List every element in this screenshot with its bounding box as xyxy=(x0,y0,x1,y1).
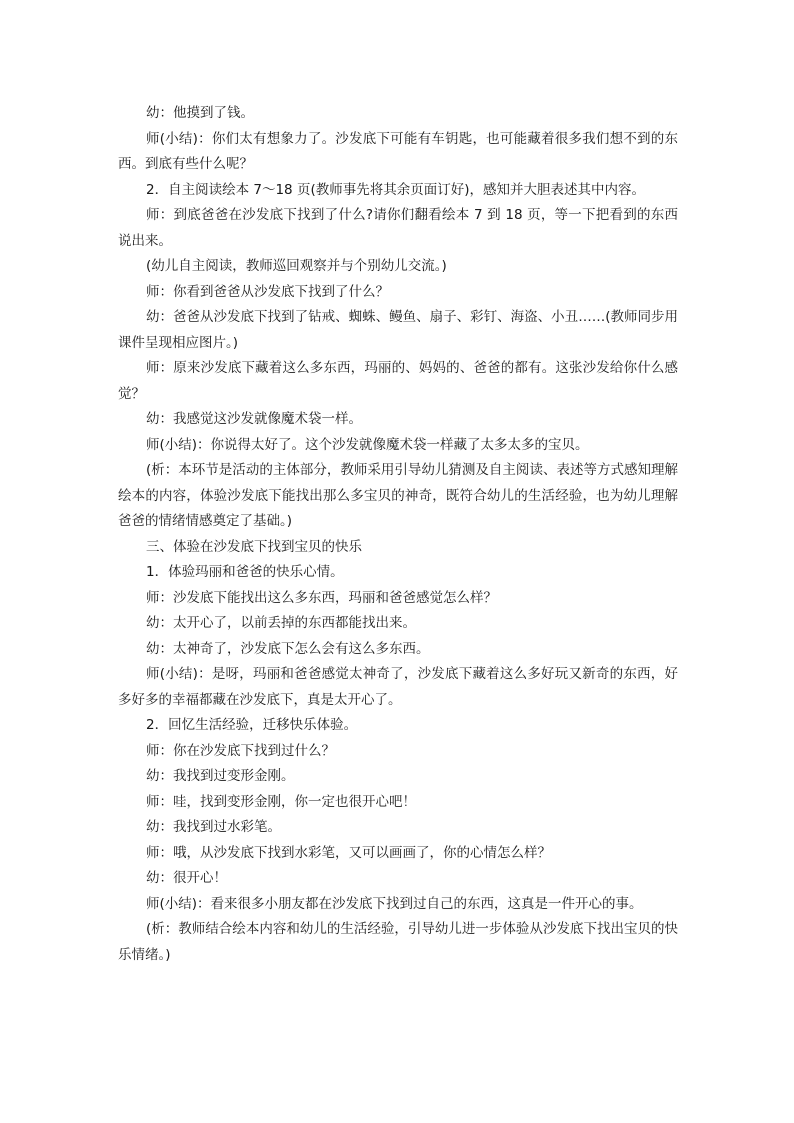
paragraph: 师：到底爸爸在沙发底下找到了什么?请你们翻看绘本 7 到 18 页，等一下把看到的东西说出来。 xyxy=(118,207,678,249)
paragraph: 师(小结)：是呀，玛丽和爸爸感觉太神奇了，沙发底下藏着这么多好玩又新奇的东西，好多好多的幸福都藏在沙发底下，真是太开心了。 xyxy=(118,666,678,708)
paragraph: 师：沙发底下能找出这么多东西，玛丽和爸爸感觉怎么样？ xyxy=(146,589,497,606)
paragraph: 幼：我感觉这沙发就像魔术袋一样。 xyxy=(146,411,362,427)
paragraph: 幼：我找到过水彩笔。 xyxy=(146,819,281,835)
paragraph: 师(小结)：你们太有想象力了。沙发底下可能有车钥匙，也可能藏着很多我们想不到的东西。到底有些什么呢？ xyxy=(118,130,678,172)
paragraph: 幼：太神奇了，沙发底下怎么会有这么多东西。 xyxy=(146,640,430,657)
document-body xyxy=(118,101,678,968)
paragraph: (析：本环节是活动的主体部分，教师采用引导幼儿猜测及自主阅读、表述等方式感知理解绘本的内容，体验沙发底下能找出那么多宝贝的神奇，既符合幼儿的生活经验，也为幼儿理解爸爸的情绪情感奠定了基础。) xyxy=(118,462,678,529)
paragraph: 幼：太开心了，以前丢掉的东西都能找出来。 xyxy=(146,615,416,631)
paragraph: 幼：爸爸从沙发底下找到了钻戒、蜘蛛、鳗鱼、扇子、彩钉、海盗、小丑……(教师同步用课件呈现相应图片。) xyxy=(118,309,678,351)
paragraph: 幼：很开心！ xyxy=(146,870,227,886)
paragraph: 师(小结)：看来很多小朋友都在沙发底下找到过自己的东西，这真是一件开心的事。 xyxy=(146,895,643,912)
paragraph: 师：原来沙发底下藏着这么多东西，玛丽的、妈妈的、爸爸的都有。这张沙发给你什么感觉？ xyxy=(118,360,678,402)
paragraph: 师：哦，从沙发底下找到水彩笔，又可以画画了，你的心情怎么样？ xyxy=(146,844,551,861)
paragraph: 2．回忆生活经验，迁移快乐体验。 xyxy=(146,717,358,733)
paragraph: 幼：我找到过变形金刚。 xyxy=(146,768,295,784)
paragraph: 幼：他摸到了钱。 xyxy=(146,105,254,121)
paragraph: 1．体验玛丽和爸爸的快乐心情。 xyxy=(146,564,344,580)
paragraph: (析：教师结合绘本内容和幼儿的生活经验，引导幼儿进一步体验从沙发底下找出宝贝的快乐情绪。) xyxy=(118,921,678,963)
section-heading: 三、体验在沙发底下找到宝贝的快乐 xyxy=(146,538,362,555)
paragraph: (幼儿自主阅读，教师巡回观察并与个别幼儿交流。) xyxy=(146,258,447,274)
paragraph: 师：你在沙发底下找到过什么？ xyxy=(146,742,335,759)
paragraph: 师(小结)：你说得太好了。这个沙发就像魔术袋一样藏了太多太多的宝贝。 xyxy=(146,436,589,453)
paragraph: 师：你看到爸爸从沙发底下找到了什么？ xyxy=(146,283,389,300)
paragraph: 师：哇，找到变形金刚，你一定也很开心吧！ xyxy=(146,793,416,810)
paragraph: 2．自主阅读绘本 7～18 页(教师事先将其余页面订好)，感知并大胆表述其中内容。 xyxy=(146,181,645,198)
